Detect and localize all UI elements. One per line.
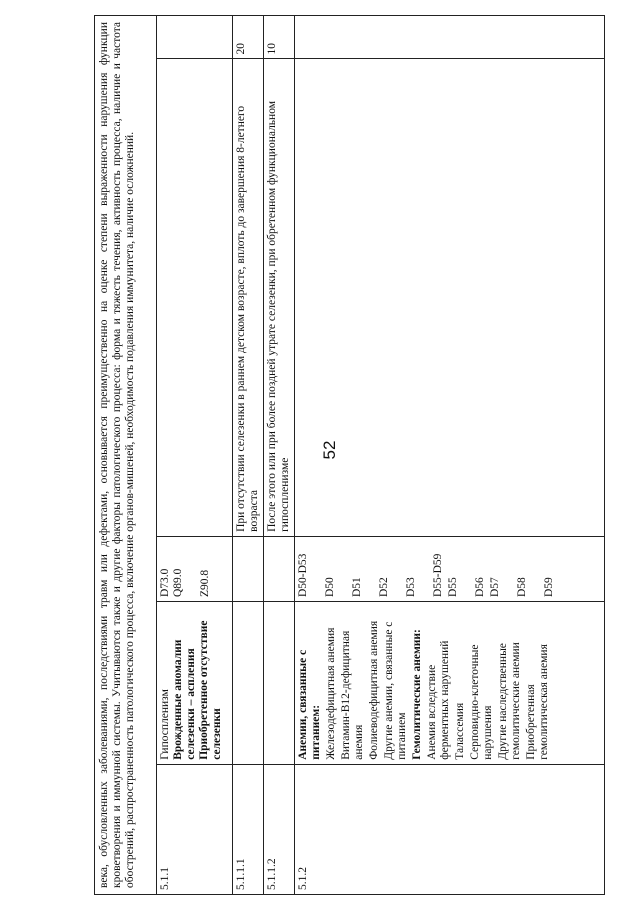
name-line: Другие наследственные гемолитические анемии [497, 642, 522, 760]
intro-text: века, обусловленных заболеваниями, последствиями травм или дефектами, основывается преимущественно на оценке степени выраженности нарушения функции кроветворения и иммунной системы. Учитываются также и другие факторы патологического процесса: форма и тяжесть течения, активность процесса, наличие и частота обострений, распространенность патологического процесса, включение органов-мишеней, необходимость подавления иммунитета, наличие осложнений. [95, 16, 157, 895]
code-line: Z90.8 [199, 569, 211, 598]
disability-criteria-table [94, 15, 605, 895]
row-names [295, 602, 605, 765]
row-names [157, 602, 233, 765]
code-line: D50 [324, 577, 336, 598]
row-percent [295, 16, 605, 59]
table-wrapper [94, 15, 604, 895]
code-line: D55-D59 [432, 553, 444, 598]
code-line: D73.0 [159, 568, 171, 598]
table-row [295, 16, 605, 895]
name-line: Гипоспленизм [159, 689, 171, 760]
row-description: После этого или при более поздней утрате селезенки, при обретенном функциональном гипоспленизме [264, 59, 295, 536]
code-line: Q89.0 [172, 568, 184, 598]
table-row [233, 16, 264, 895]
name-line: Врожденные аномалии селезенки – аспления [172, 639, 197, 760]
row-description [295, 59, 605, 536]
name-line: Приобретенная гемолитическая анемия [525, 644, 550, 760]
row-codes [264, 536, 295, 601]
code-line: D52 [378, 577, 390, 598]
code-line: D58 [516, 577, 528, 598]
name-line: Анемии, связанные с питанием: [297, 649, 322, 760]
row-number: 5.1.1 [157, 764, 233, 894]
code-line: D55 [447, 577, 459, 598]
name-line: Гемолитические анемии: [411, 629, 423, 760]
name-line: Серповидно-клеточные нарушения [469, 644, 494, 760]
row-percent [157, 16, 233, 59]
rotated-page [94, 15, 604, 895]
row-names [233, 602, 264, 765]
row-description: При отсутствии селезенки в раннем детском возрасте, вплоть до завершения 8-летнего возраста [233, 59, 264, 536]
row-codes [233, 536, 264, 601]
code-line: D56 [474, 577, 486, 598]
table-row [157, 16, 233, 895]
row-percent: 20 [233, 16, 264, 59]
code-line: D53 [405, 577, 417, 598]
name-line: Анемия вследствие ферментных нарушений [426, 640, 451, 760]
row-number: 5.1.1.1 [233, 764, 264, 894]
code-line: D59 [543, 577, 555, 598]
name-line: Талассемия [454, 702, 466, 760]
row-codes [295, 536, 605, 601]
row-description [157, 59, 233, 536]
table-row [264, 16, 295, 895]
code-line: D51 [351, 577, 363, 598]
name-line: Другие анемии, связанные с питанием [383, 621, 408, 760]
page-number: 52 [320, 440, 339, 460]
row-codes [157, 536, 233, 601]
name-line: Приобретенное отсутствие селезенки [198, 620, 223, 760]
name-line: Фолиеводефицитная анемия [368, 620, 380, 760]
name-line: Витамин-В12-дефицитная анемия [340, 630, 365, 760]
code-line: D50-D53 [297, 553, 309, 598]
row-number: 5.1.1.2 [264, 764, 295, 894]
row-number: 5.1.2 [295, 764, 605, 894]
row-names [264, 602, 295, 765]
code-line: D57 [489, 577, 501, 598]
intro-row [95, 16, 157, 895]
row-percent: 10 [264, 16, 295, 59]
name-line: Железодефицитная анемия [325, 627, 337, 760]
